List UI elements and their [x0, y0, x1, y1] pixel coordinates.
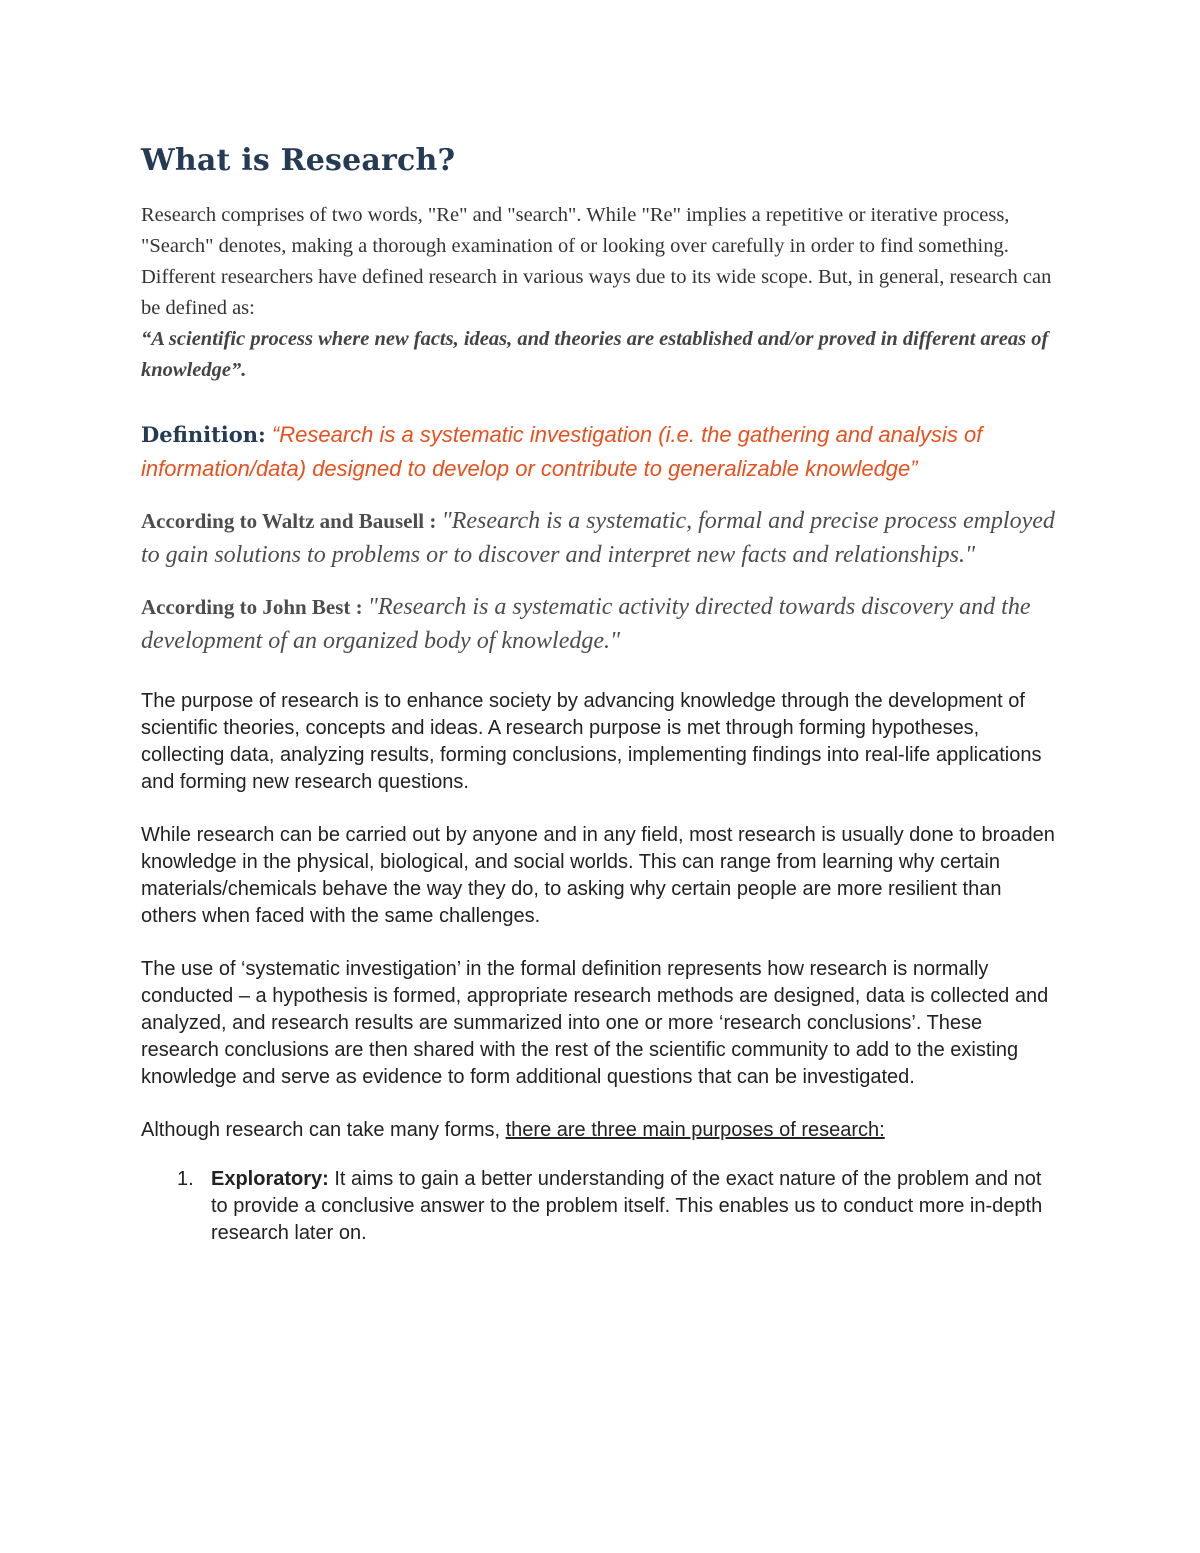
intro-section — [141, 200, 1061, 386]
intro-paragraph: Research comprises of two words, "Re" and "search". While "Re" implies a repetitive or iterative process, "Search" denotes, making a thorough examination of or looking over carefully in order to find something. — [141, 204, 1010, 257]
page-title: What is Research? — [141, 143, 456, 178]
purposes-intro-lead: Although research can take many forms, — [141, 1119, 506, 1141]
list-term: Exploratory: — [211, 1168, 329, 1190]
list-text: It aims to gain a better understanding of the exact nature of the problem and not to provide a conclusive answer to the problem itself. This enables us to conduct more in-depth research later on. — [211, 1168, 1043, 1244]
purposes-intro-underlined: there are three main purposes of research: — [505, 1119, 885, 1141]
quote-author: According to John Best : — [141, 595, 368, 619]
intro-quote: “A scientific process where new facts, ideas, and theories are established and/or proved in different areas of knowledge”. — [141, 328, 1049, 381]
document-page — [141, 138, 1061, 1247]
body-paragraph-fields: While research can be carried out by anyone and in any field, most research is usually done to broaden knowledge in the physical, biological, and social worlds. This can range from learning why certain materials/chemicals behave the way they do, to asking why certain people are more resilient than others when faced with the same challenges. — [141, 824, 1055, 927]
intro-paragraph-2: Different researchers have defined research in various ways due to its wide scope. But, in general, research can be defined as: — [141, 266, 1052, 319]
definition-text: “Research is a systematic investigation (i.e. the gathering and analysis of information/data) designed to develop or contribute to generalizable knowledge” — [141, 422, 983, 481]
quote-waltz-bausell — [141, 504, 1061, 572]
quote-text: "Research is a systematic activity directed towards discovery and the development of an organized body of knowledge." — [141, 594, 1031, 654]
purposes-intro — [141, 1117, 1061, 1144]
list-item — [141, 1166, 1061, 1247]
list-number: 1. — [177, 1168, 194, 1190]
quote-author: According to Waltz and Bausell : — [141, 509, 442, 533]
body-paragraph-systematic: The use of ‘systematic investigation’ in the formal definition represents how research is normally conducted – a hypothesis is formed, appropriate research methods are designed, data is collected and analyzed, and research results are summarized into one or more ‘research conclusions’. These research conclusions are then shared with the rest of the scientific community to add to the existing knowledge and serve as evidence to form additional questions that can be investigated. — [141, 958, 1049, 1088]
purposes-list — [141, 1166, 1061, 1247]
quote-john-best — [141, 590, 1061, 658]
definition-label: Definition: — [141, 422, 266, 447]
definition-block — [141, 418, 1061, 486]
body-paragraph-purpose: The purpose of research is to enhance society by advancing knowledge through the development of scientific theories, concepts and ideas. A research purpose is met through forming hypotheses, collecting data, analyzing results, forming conclusions, implementing findings into real-life applications and forming new research questions. — [141, 690, 1042, 793]
quote-text: "Research is a systematic, formal and precise process employed to gain solutions to problems or to discover and interpret new facts and relationships." — [141, 508, 1055, 568]
